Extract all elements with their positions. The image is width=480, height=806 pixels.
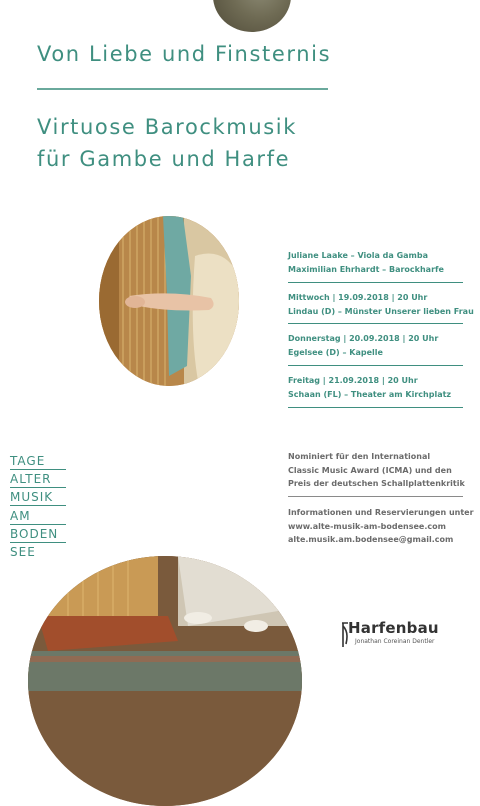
concert-3 <box>288 374 451 401</box>
concert-venue: Schaan (FL) – Theater am Kirchplatz <box>288 389 452 399</box>
award-line: Preis der deutschen Schallplattenkritik <box>288 479 465 488</box>
festival-word: MUSIK <box>10 490 54 504</box>
festival-rule <box>10 505 66 506</box>
festival-rule <box>10 487 66 488</box>
award-block <box>288 450 465 491</box>
poster-subtitle <box>37 111 297 175</box>
festival-rule <box>10 524 66 525</box>
festival-word: TAGE <box>10 454 46 468</box>
festival-word: SEE <box>10 545 36 559</box>
bottom-painting-image <box>28 556 302 806</box>
concert-1 <box>288 291 474 318</box>
concert-2-divider <box>288 365 463 366</box>
festival-rule <box>10 542 66 543</box>
contact-block <box>288 506 474 547</box>
poster-title: Von Liebe und Finsternis <box>37 42 332 66</box>
performers-block <box>288 249 444 276</box>
concert-3-divider <box>288 407 463 408</box>
top-painting-image <box>213 0 291 32</box>
subtitle-line-1: Virtuose Barockmusik <box>37 115 298 139</box>
award-line: Nominiert für den International <box>288 452 431 461</box>
concert-date: Freitag | 21.09.2018 | 20 Uhr <box>288 376 418 385</box>
festival-word: BODEN <box>10 527 59 541</box>
website-link[interactable]: www.alte-musik-am-bodensee.com <box>288 521 446 531</box>
festival-word: AM <box>10 509 31 523</box>
concert-date: Mittwoch | 19.09.2018 | 20 Uhr <box>288 293 428 302</box>
email-link[interactable]: alte.musik.am.bodensee@gmail.com <box>288 535 454 544</box>
contact-intro: Informationen und Reservierungen unter <box>288 508 474 517</box>
concert-date: Donnerstag | 20.09.2018 | 20 Uhr <box>288 334 439 343</box>
performer-1: Juliane Laake – Viola da Gamba <box>288 251 429 260</box>
bottom-painting-svg <box>28 556 302 806</box>
concert-2 <box>288 332 438 359</box>
performer-2: Maximilian Ehrhardt – Barockharfe <box>288 264 444 274</box>
award-divider <box>288 496 463 497</box>
concert-1-divider <box>288 323 463 324</box>
sponsor-name: Harfenbau <box>348 619 439 637</box>
sponsor-tagline: Jonathan Coreinan Dentler <box>355 638 435 645</box>
festival-rule <box>10 469 66 470</box>
subtitle-line-2: für Gambe und Harfe <box>37 147 291 171</box>
award-line: Classic Music Award (ICMA) und den <box>288 465 452 475</box>
harp-painting-image <box>99 216 239 386</box>
title-divider <box>37 88 328 90</box>
performers-divider <box>288 282 463 283</box>
festival-word: ALTER <box>10 472 52 486</box>
concert-venue: Egelsee (D) – Kapelle <box>288 347 383 357</box>
concert-venue: Lindau (D) – Münster Unserer lieben Frau <box>288 306 474 316</box>
harp-painting-svg <box>99 216 239 386</box>
